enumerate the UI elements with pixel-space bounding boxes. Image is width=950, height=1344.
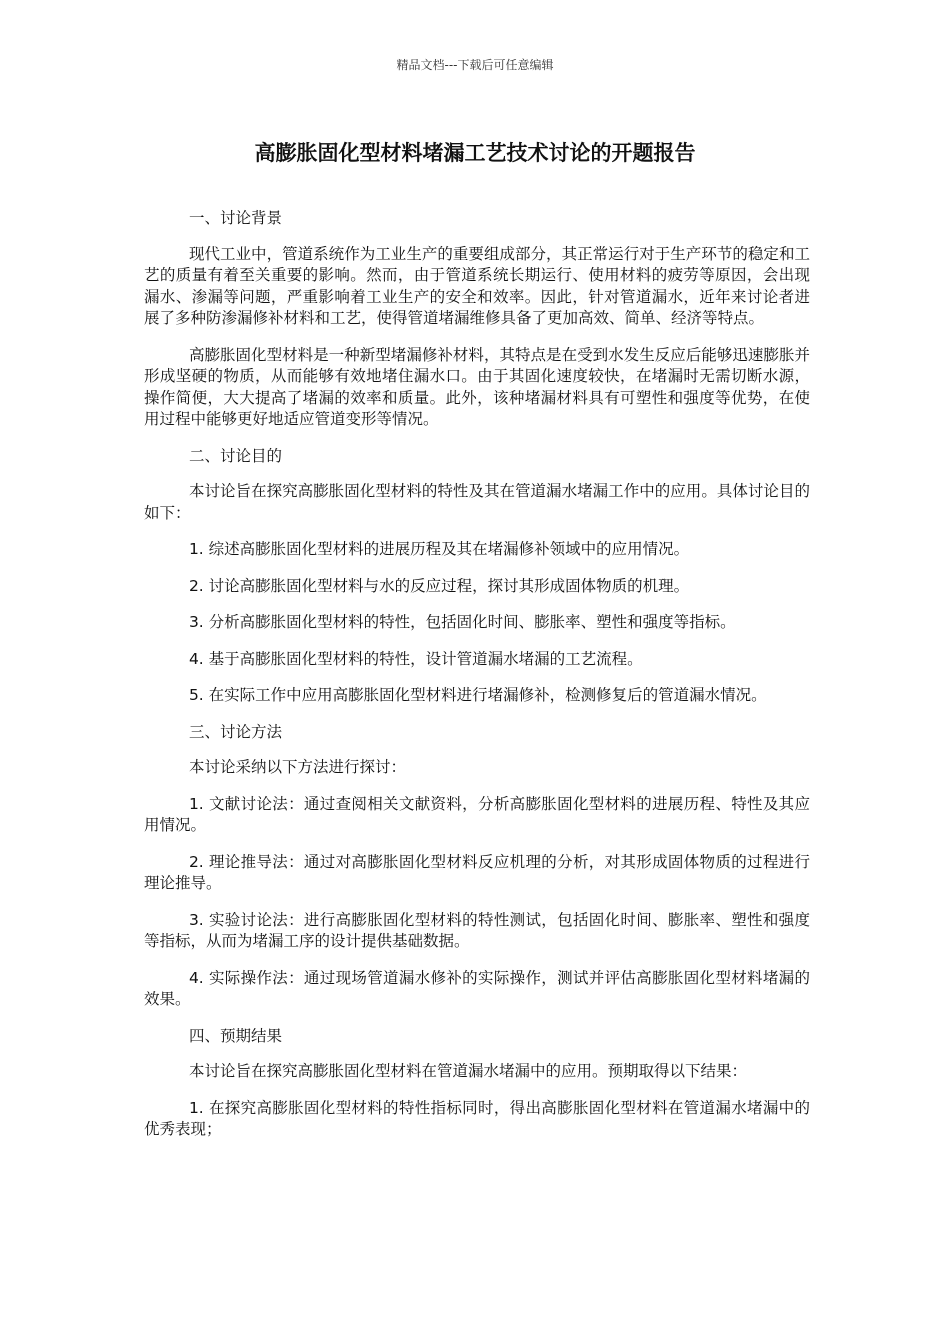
list-item: 1. 在探究高膨胀固化型材料的特性指标同时，得出高膨胀固化型材料在管道漏水堵漏中的优秀表现；: [144, 1098, 810, 1138]
section-heading-background: 一、讨论背景: [188, 209, 282, 227]
list-item: 2. 理论推导法：通过对高膨胀固化型材料反应机理的分析，对其形成固体物质的过程进行理论推导。: [144, 852, 810, 892]
paragraph: 本讨论旨在探究高膨胀固化型材料的特性及其在管道漏水堵漏工作中的应用。具体讨论目的如下：: [144, 482, 810, 522]
section-heading-method: 三、讨论方法: [188, 722, 282, 741]
section-heading-purpose: 二、讨论目的: [188, 446, 282, 465]
paragraph: 本讨论采纳以下方法进行探讨：: [188, 758, 406, 776]
paragraph: 现代工业中，管道系统作为工业生产的重要组成部分，其正常运行对于生产环节的稳定和工艺的质量有着至关重要的影响。然而，由于管道系统长期运行、使用材料的疲劳等原因，会出现漏水、渗漏等问题，严重影响着工业生产的安全和效率。因此，针对管道漏水，近年来讨论者进展了多种防渗漏修补材料和工艺，使得管道堵漏维修具备了更加高效、简单、经济等特点。: [144, 244, 810, 327]
section-heading-results: 四、预期结果: [188, 1026, 282, 1045]
document-body: [144, 208, 810, 1156]
list-item: 3. 实验讨论法：进行高膨胀固化型材料的特性测试，包括固化时间、膨胀率、塑性和强度等指标，从而为堵漏工序的设计提供基础数据。: [144, 910, 810, 950]
paragraph: 本讨论旨在探究高膨胀固化型材料在管道漏水堵漏中的应用。预期取得以下结果：: [188, 1062, 747, 1080]
list-item: 1. 文献讨论法：通过查阅相关文献资料，分析高膨胀固化型材料的进展历程、特性及其应用情况。: [144, 794, 810, 834]
paragraph: 高膨胀固化型材料是一种新型堵漏修补材料，其特点是在受到水发生反应后能够迅速膨胀并形成坚硬的物质，从而能够有效地堵住漏水口。由于其固化速度较快，在堵漏时无需切断水源，操作简便，大大提高了堵漏的效率和质量。此外，该种堵漏材料具有可塑性和强度等优势，在使用过程中能够更好地适应管道变形等情况。: [144, 345, 810, 428]
list-item: 1. 综述高膨胀固化型材料的进展历程及其在堵漏修补领域中的应用情况。: [188, 540, 690, 558]
list-item: 5. 在实际工作中应用高膨胀固化型材料进行堵漏修补，检测修复后的管道漏水情况。: [188, 686, 767, 704]
list-item: 2. 讨论高膨胀固化型材料与水的反应过程，探讨其形成固体物质的机理。: [188, 576, 690, 595]
header-note: 精品文档---下载后可任意编辑: [396, 58, 554, 72]
list-item: 4. 基于高膨胀固化型材料的特性，设计管道漏水堵漏的工艺流程。: [188, 649, 643, 668]
list-item: 3. 分析高膨胀固化型材料的特性，包括固化时间、膨胀率、塑性和强度等指标。: [188, 613, 736, 631]
list-item: 4. 实际操作法：通过现场管道漏水修补的实际操作，测试并评估高膨胀固化型材料堵漏的效果。: [144, 968, 810, 1008]
document-title: 高膨胀固化型材料堵漏工艺技术讨论的开题报告: [254, 141, 696, 165]
